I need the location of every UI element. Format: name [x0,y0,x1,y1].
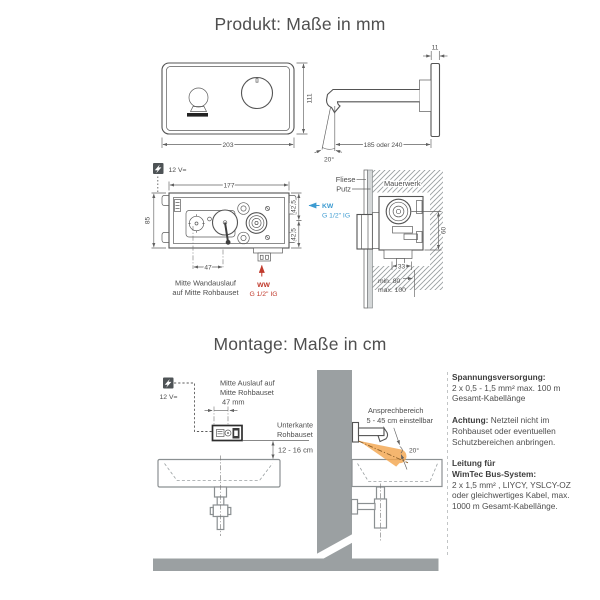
svg-text:47: 47 [204,264,212,272]
svg-text:60: 60 [440,226,448,235]
detection-label-line2: 5 - 45 cm einstellbar [366,416,434,425]
svg-text:G 1/2" IG: G 1/2" IG [249,291,278,298]
power-12v-icon [153,163,164,174]
notes-column [452,372,599,523]
height-range-dimension [243,441,313,459]
box-half-height-dimensions [291,193,302,248]
power-label-montage: 12 V= [159,394,178,401]
svg-text:11: 11 [431,44,439,52]
roughin-miniature [213,426,243,441]
wall-section [317,370,352,559]
svg-text:20°: 20° [409,447,419,455]
svg-text:max. 100: max. 100 [378,287,406,294]
plate-width-dimension [162,138,294,150]
svg-text:111: 111 [306,93,314,104]
plate-height-dimension [297,63,314,134]
wall-rosette [431,64,440,137]
product-plate-drawing [162,63,314,149]
supply-cable-route [174,383,212,432]
svg-text:KW: KW [322,203,334,210]
plate-outline [162,63,294,134]
svg-text:min. 80: min. 80 [378,278,401,285]
svg-text:33: 33 [397,263,406,271]
sensor-window-icon [187,88,208,117]
masonry-label: Mauerwerk [384,179,421,188]
washbasin-front [158,460,280,488]
warning-title: Achtung: [452,415,489,426]
svg-text:203: 203 [222,142,234,149]
drain-siphon-side [352,487,387,528]
cold-water-callout [309,203,350,220]
outlet-note-line2: Mitte Rohbauset [220,388,274,397]
offset-note-line1: Mitte Wandauslauf [175,278,236,288]
product-spout-drawing [315,45,448,164]
hot-water-port [254,248,283,261]
power-label: 12 V= [168,167,187,174]
offset-note-line2: auf Mitte Rohbauset [172,288,239,297]
plaster-label: Putz [336,184,351,194]
montage-front-drawing [158,378,313,537]
box-height-dimension [145,193,166,248]
svg-text:WW: WW [257,282,270,289]
spout-outline [327,90,420,113]
svg-text:G 1/2" IG: G 1/2" IG [322,212,351,220]
svg-text:42,5: 42,5 [290,228,298,241]
lower-edge-line1: Unterkante [277,420,314,430]
section-title-produkt: Produkt: Maße in mm [214,14,386,34]
detection-label-line1: Ansprechbereich [368,406,424,415]
warning-note: Achtung: Netzteil nicht im Rohbauset oder eventuellen Schutzbereichen anbringen. [452,415,556,447]
height-range-label: 12 - 16 cm [278,445,313,455]
power-supply-title: Spannungsversorgung: [452,372,546,382]
svg-text:85: 85 [144,216,152,225]
tile-label: Fliese [335,175,356,184]
spout-angle-dimension [315,106,343,164]
outlet-note-line1: Mitte Auslauf auf [220,378,275,388]
spout-length-dimension [336,139,431,149]
floor-section [153,559,439,572]
outlet-note-line3: 47 mm [222,397,245,407]
svg-text:42,5: 42,5 [290,200,298,213]
section-title-montage: Montage: Maße in cm [213,334,387,354]
wall-section-drawing [336,170,448,308]
box-width-dimension [169,182,289,191]
hot-water-callout [249,266,277,299]
rosette-thickness-dimension [423,45,448,61]
power-supply-note: Spannungsversorgung: 2 x 0,5 - 1,5 mm² max. 100 m Gesamt-Kabellänge [452,372,561,404]
power-12v-icon-montage [163,378,174,389]
spout-side [353,423,388,443]
lower-edge-line2: Rohbauset [277,430,313,439]
bus-cable-note: Leitung für WimTec Bus-System: 2 x 1,5 mm² , LIYCY, YSLCY-OZ oder gleichwertiges Kabel, max. 1000 m Gesamt-Kabellänge. [452,458,571,512]
svg-text:185 oder 240: 185 oder 240 [363,142,403,149]
svg-text:177: 177 [223,182,235,190]
svg-text:20°: 20° [324,156,334,164]
knob-icon [242,78,273,109]
roughin-front-drawing [145,163,350,298]
